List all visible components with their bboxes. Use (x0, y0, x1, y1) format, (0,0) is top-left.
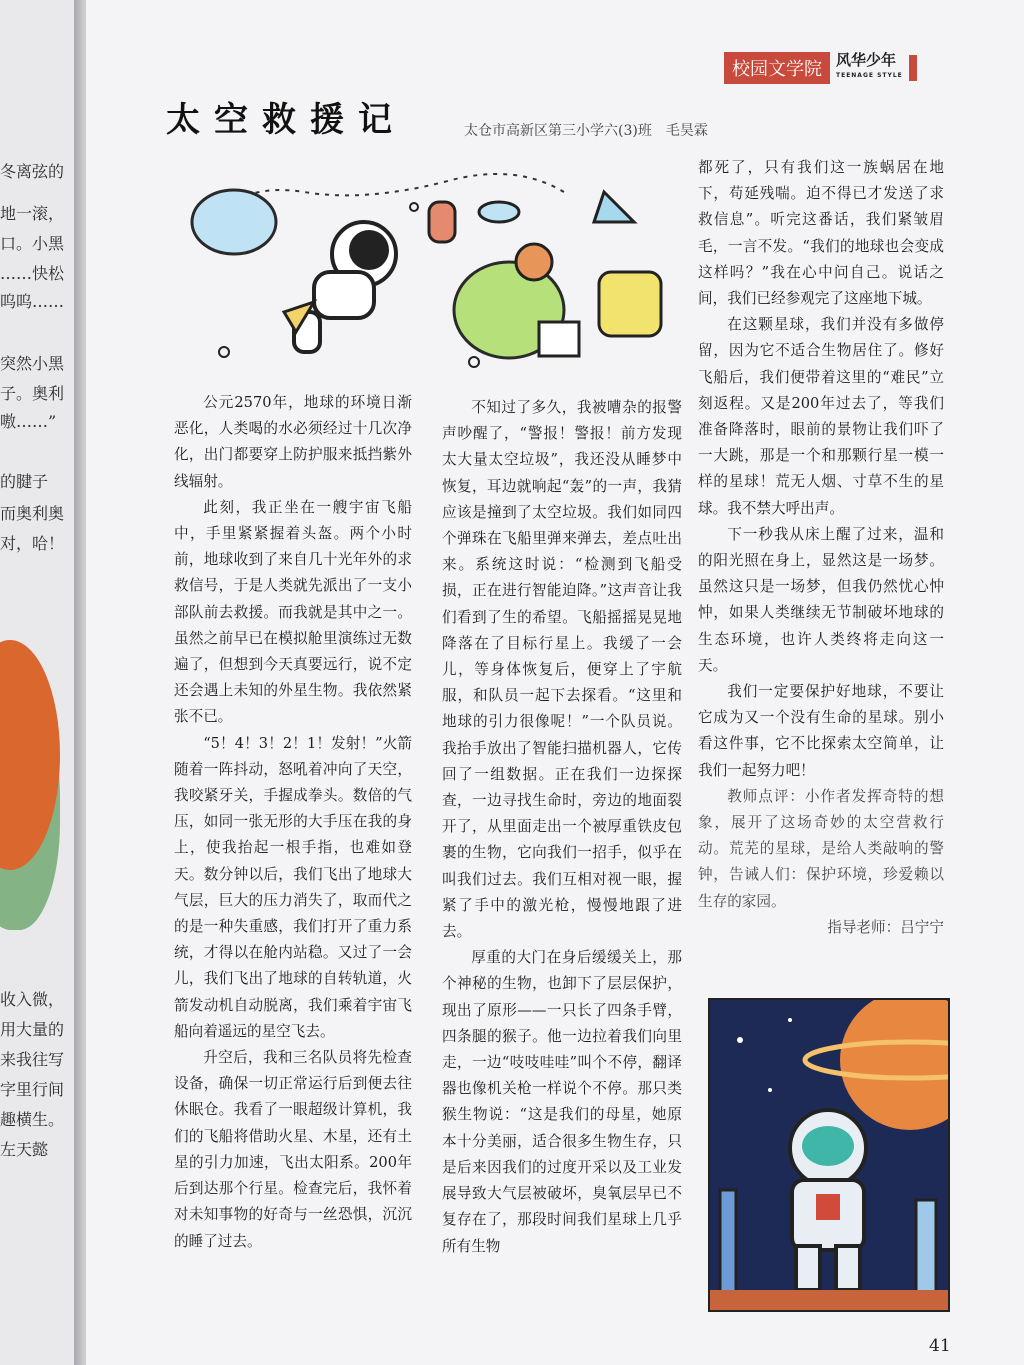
fragment: 子。奥利 (0, 384, 65, 403)
facing-page (0, 0, 74, 1365)
fragment: 口。小黑 (0, 234, 65, 253)
magazine-logo (836, 52, 903, 84)
text-column-3 (698, 155, 944, 941)
teacher-comment: 教师点评：小作者发挥奇特的想象，展开了这场奇妙的太空营救行动。荒芜的星球，是给人类敲响的警钟，告诫人们：保护环境，珍爱赖以生存的家园。 (698, 787, 944, 910)
cloud-icon (192, 190, 276, 254)
fragment: 趣横生。 (0, 1110, 65, 1129)
window-icon (539, 322, 579, 356)
paragraph: “5！4！3！2！1！发射！”火箭随着一阵抖动，怒吼着冲向了天空，我咬紧牙关，手握成拳头。数倍的气压，如同一张无形的大手压在我的身上，使我抬起一根手指，也难如登天。数分钟以后，我们飞出了地球大气层，巨大的压力消失了，取而代之的是一种失重感，我们打开了重力系统，才得以在舱内站稳。又过了一会儿，我们飞出了地球的自转轨道，火箭发动机自动脱离，我们乘着宇宙飞船向着遥远的星空飞去。 (174, 734, 412, 1040)
magazine-name: 风华少年 (836, 51, 897, 69)
article-byline: 太仓市高新区第三小学六(3)班 毛昊霖 (464, 123, 708, 139)
fragment: 收入微， (0, 990, 65, 1009)
fragment: 用大量的 (0, 1020, 65, 1039)
paragraph: 下一秒我从床上醒了过来，温和的阳光照在身上，显然这是一场梦。虽然这只是一场梦，但我仍然忧心忡忡，如果人类继续无节制破坏地球的生态环境，也许人类终将走向这一天。 (698, 525, 944, 674)
fragment: 嗷……” (0, 412, 57, 431)
machine-icon (599, 272, 661, 336)
paragraph: 在这颗星球，我们并没有多做停留，因为它不适合生物居住了。修好飞船后，我们便带着这里的“难民”立刻返程。又是200年过去了，等我们准备降落时，眼前的景物让我们吓了一大跳，那是一个和那颗行星一模一样的星球！荒无人烟、寸草不生的星球。我不禁大呼出声。 (698, 316, 944, 517)
fragment: 对，哈！ (0, 534, 65, 553)
article-title: 太空救援记 (166, 100, 406, 140)
fragment: ……快松 (0, 264, 65, 283)
orange-planet-icon (516, 244, 552, 280)
fragment: 冬离弦的 (0, 162, 65, 181)
rocket-icon (479, 202, 519, 222)
paragraph: 此刻，我正坐在一艘宇宙飞船中，手里紧紧握着头盔。两个小时前，地球收到了来自几十光年外的求救信号，于是人类就先派出了一支小部队前去救援。而我就是其中之一。虽然之前早已在模拟舱里演练过无数遍了，但想到今天真要远行，说不定还会遇上未知的外星生物。我依然紧张不已。 (174, 498, 412, 726)
paragraph: 厚重的大门在身后缓缓关上，那个神秘的生物，也卸下了层层保护，现出了原形——一只长了四条手臂，四条腿的猴子。他一边拉着我们向里走，一边“吱吱哇哇”叫个不停，翻译器也像机关枪一样说个不停。那只类猴生物说：“这是我们的母星，她原本十分美丽，适合很多生物生存，只是后来因我们的过度开采以及工业发展导致大气层被破坏，臭氧层早已不复存在了，那段时间我们星球上几乎所有生物 (442, 949, 682, 1255)
fragment: 左天懿 (0, 1140, 49, 1159)
fragment: 而奥利奥 (0, 504, 65, 523)
page-number: 41 (929, 1336, 951, 1356)
fragment: 突然小黑 (0, 354, 65, 373)
header-bar (909, 55, 917, 81)
column-header (724, 52, 917, 84)
magazine-page (86, 0, 1024, 1365)
paragraph: 我们一定要保护好地球，不要让它成为又一个没有生命的星球。别小看这件事，它不比探索太空简单，让我们一起努力吧！ (698, 683, 944, 779)
astronaut-icon (294, 222, 396, 352)
paragraph: 公元2570年，地球的环境日渐恶化，人类喝的水必须经过十几次净化，出门都要穿上防护服来抵挡紫外线辐射。 (174, 394, 412, 490)
teacher-credit: 指导老师：吕宁宁 (827, 918, 944, 936)
flag-icon (594, 192, 634, 222)
paragraph: 不知过了多久，我被嘈杂的报警声吵醒了，“警报！警报！前方发现太大量太空垃圾”，我还没从睡梦中恢复，耳边就响起“轰”的一声，我猜应该是撞到了太空垃圾。我们如同四个弹珠在飞船里弹来弹去，差点吐出来。系统这时说：“检测到飞船受损，正在进行智能迫降。”这声音让我们看到了生的希望。飞船摇摇晃晃地降落在了目标行星上。我缓了一会儿，等身体恢复后，便穿上了宇航服，和队员一起下去探看。“这里和地球的引力很像呢！”一个队员说。我抬手放出了智能扫描机器人，它传回了一组数据。正在我们一边探探查，一边寻找生命时，旁边的地面裂开了，从里面走出一个被厚重铁皮包裹的生物，它向我们一招手，似乎在叫我们过去。我们互相对视一眼，握紧了手中的激光枪，慢慢地跟了进去。 (442, 399, 682, 941)
paragraph: 都死了，只有我们这一族蜗居在地下，苟延残喘。迫不得已才发送了求救信息”。听完这番话，我们紧皱眉毛，一言不发。“我们的地球也会变成这样吗？”我在心中问自己。说话之间，我们已经参观完了这座地下城。 (698, 159, 944, 308)
text-column-2 (442, 395, 682, 1260)
capsule-icon (429, 202, 455, 242)
fragment: 来我往写 (0, 1050, 65, 1069)
astronaut-poster (708, 998, 950, 1312)
fragment: 的腱子 (0, 472, 49, 491)
paragraph: 升空后，我和三名队员将先检查设备，确保一切正常运行后到便去往休眠仓。我看了一眼超级计算机，我们的飞船将借助火星、木星，还有土星的引力加速，飞出太阳系。200年后到达那个行星。检查完后，我怀着对未知事物的好奇与一丝恐惧，沉沉的睡了过去。 (174, 1049, 412, 1250)
fragment: 字里行间 (0, 1080, 65, 1099)
fragment: 呜呜…… (0, 292, 65, 311)
fragment: 地一滚， (0, 204, 65, 223)
space-illustration (184, 162, 688, 377)
text-column-1 (174, 390, 412, 1255)
column-label: 校园文学院 (724, 52, 830, 84)
magazine-name-en: TEENAGE STYLE (836, 72, 903, 79)
